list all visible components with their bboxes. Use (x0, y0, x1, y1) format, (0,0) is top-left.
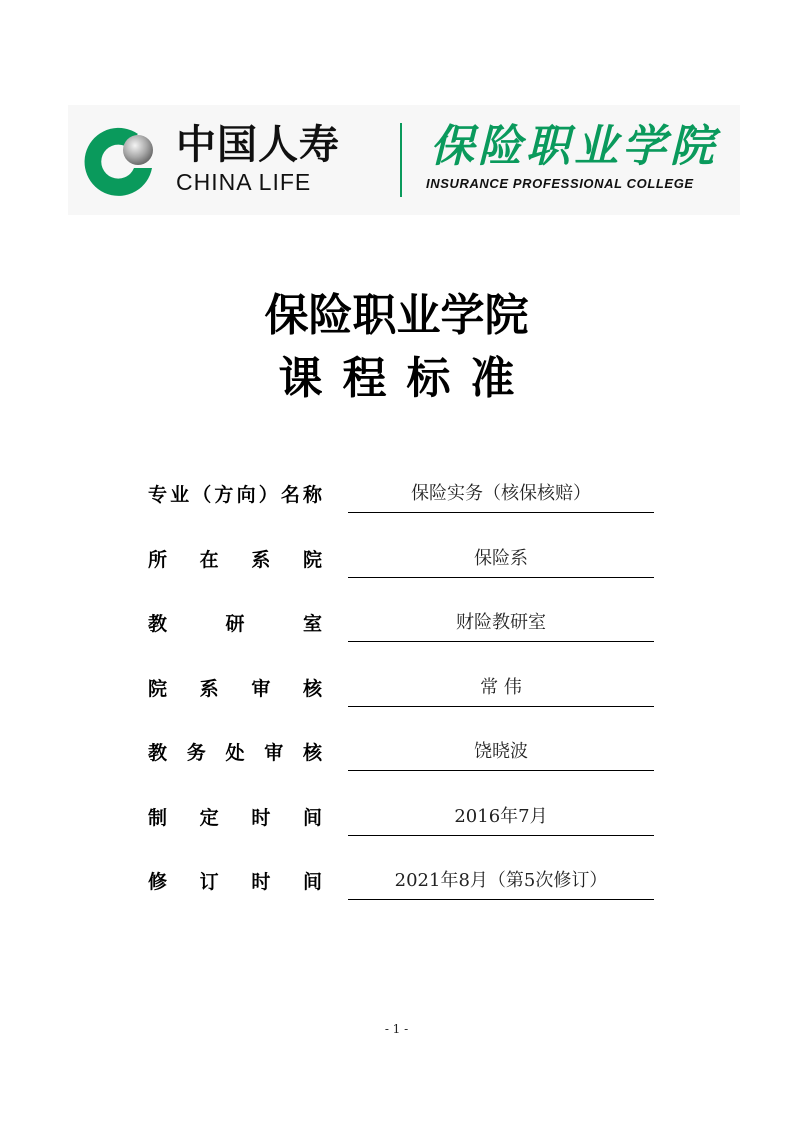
info-value: 饶晓波 (348, 736, 654, 771)
info-label (148, 867, 322, 897)
info-label-char: 系 (251, 548, 271, 571)
info-row (148, 664, 654, 729)
info-label-char: 审 (264, 742, 284, 764)
banner-divider (400, 123, 402, 197)
info-label-char: 时 (251, 871, 271, 893)
info-value: 财险教研室 (348, 607, 654, 642)
info-row (148, 793, 654, 858)
info-label-char: 审 (251, 677, 271, 700)
info-value: 常 伟 (348, 672, 654, 707)
info-label (148, 609, 322, 639)
college-name-cn: 保险职业学院 (430, 121, 718, 172)
info-label-char: 所 (148, 548, 168, 571)
info-row (148, 857, 654, 922)
info-label-char: 订 (199, 871, 219, 893)
info-row (148, 728, 654, 793)
info-label-char: 间 (302, 871, 322, 893)
info-label-char: 名 (280, 484, 300, 506)
info-label-char: 处 (225, 742, 245, 764)
info-label-char: 室 (302, 613, 322, 635)
info-label (148, 480, 322, 510)
info-label-char: 院 (148, 677, 168, 700)
info-label-char: 时 (251, 806, 271, 829)
info-value: 保险系 (348, 543, 654, 578)
brand-name-cn: 中国人寿 (176, 122, 340, 168)
info-label-char: 研 (225, 613, 245, 635)
info-label-char: 定 (199, 806, 219, 829)
info-label-char: 称 (302, 484, 322, 506)
info-label (148, 803, 322, 833)
info-row (148, 599, 654, 664)
info-label (148, 545, 322, 575)
info-label-char: 系 (199, 677, 219, 700)
college-name-en: INSURANCE PROFESSIONAL COLLEGE (426, 176, 694, 191)
info-value: 保险实务（核保核赔） (348, 478, 654, 513)
info-label-char: 教 (148, 613, 168, 635)
course-info-table (148, 470, 654, 922)
info-label-char: 核 (302, 742, 322, 764)
brand-name-en: CHINA LIFE (176, 169, 312, 195)
info-label-char: 在 (199, 548, 219, 571)
info-label-char: （ (192, 484, 212, 506)
info-label-char: 修 (148, 871, 168, 893)
info-row (148, 470, 654, 535)
info-label-char: ） (258, 484, 278, 506)
china-life-logo-icon (80, 120, 160, 200)
info-value: 2016年7月 (348, 801, 654, 836)
info-label-char: 核 (302, 677, 322, 700)
info-label (148, 738, 322, 768)
info-label-char: 业 (170, 484, 190, 506)
info-label-char: 向 (236, 484, 256, 506)
info-value: 2021年8月（第5次修订） (348, 865, 654, 900)
info-label (148, 674, 322, 704)
document-subtitle: 课程标准 (278, 353, 535, 404)
info-row (148, 535, 654, 600)
page-number: - 1 - (384, 1022, 409, 1036)
header-banner (68, 105, 740, 215)
info-label-char: 院 (302, 548, 322, 571)
document-title: 保险职业学院 (264, 290, 529, 341)
info-label-char: 制 (148, 806, 168, 829)
info-label-char: 间 (302, 806, 322, 829)
info-label-char: 务 (186, 742, 206, 764)
info-label-char: 专 (148, 484, 168, 506)
info-label-char: 教 (148, 742, 168, 764)
info-label-char: 方 (214, 484, 234, 506)
